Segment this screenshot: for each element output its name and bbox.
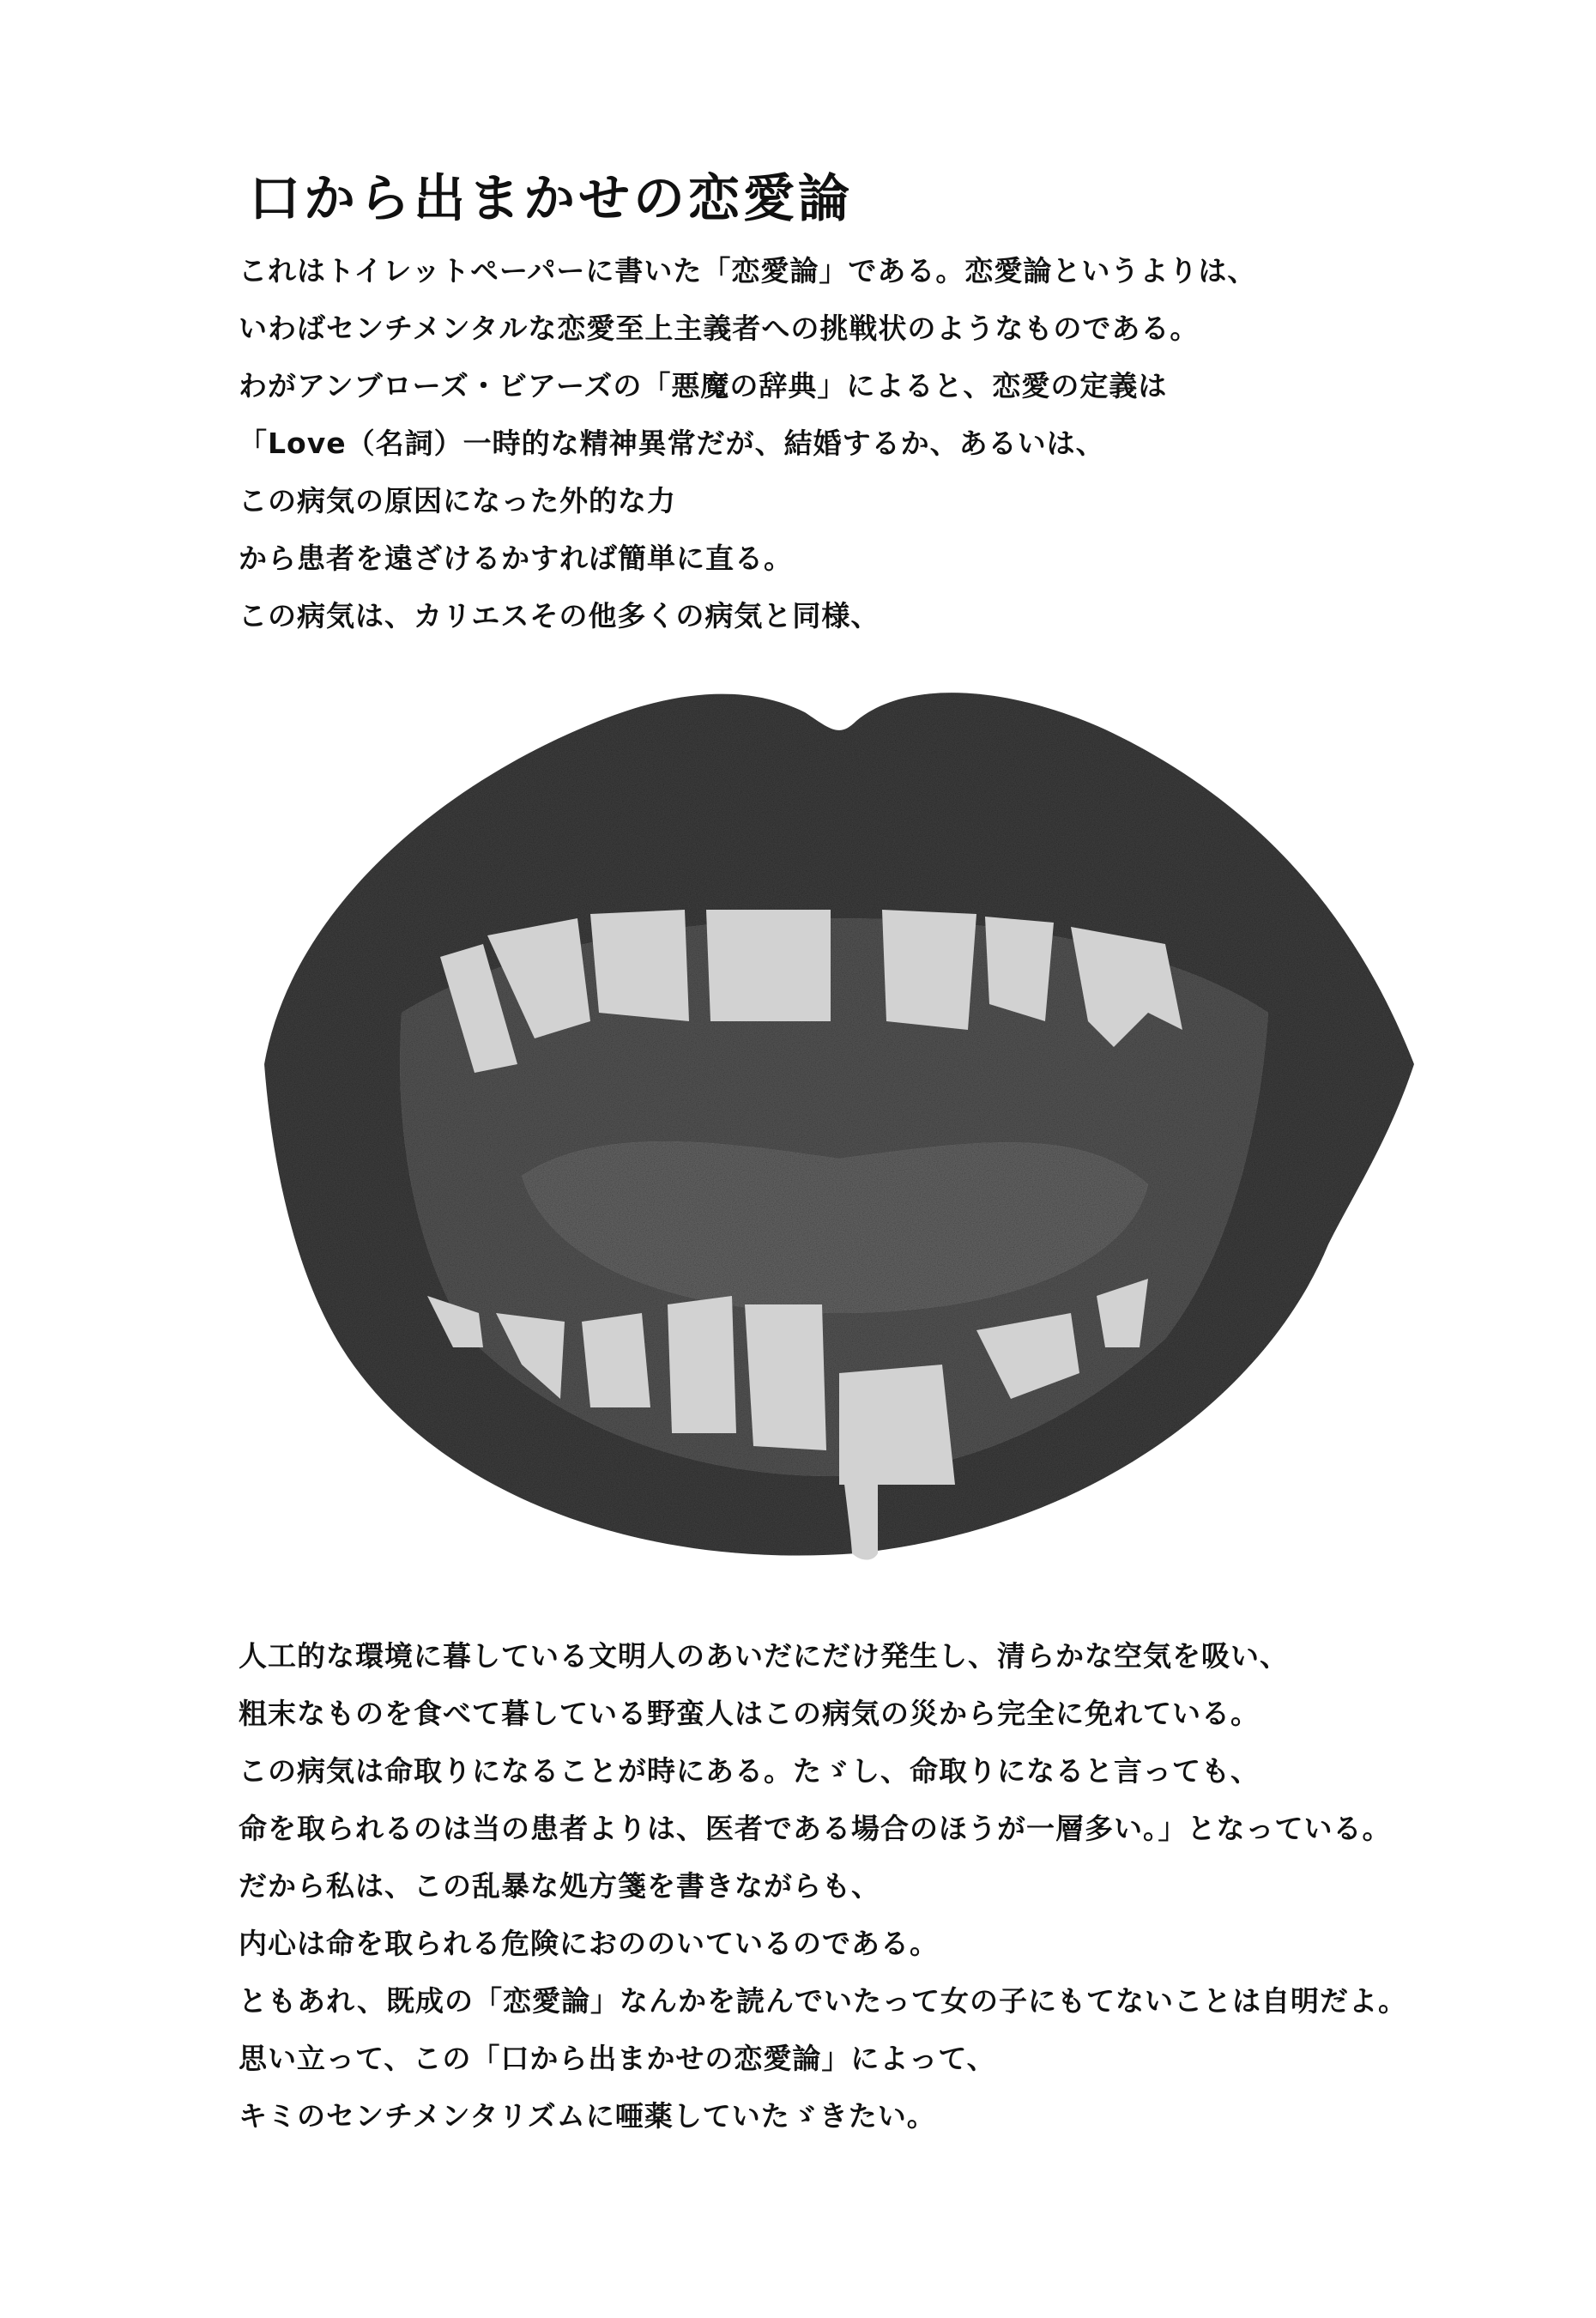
intro-line: この病気の原因になった外的な力 [239,484,676,517]
closing-line: キミのセンチメンタリズムに唖薬していたゞきたい。 [239,2099,936,2133]
intro-line: この病気は、カリエスその他多くの病気と同様、 [239,599,880,632]
closing-line: ともあれ、既成の「恋愛論」なんかを読んでいたって女の子にもてないことは自明だよ。 [239,1984,1407,2018]
intro-line: これはトイレットペーパーに書いた「恋愛論」である。恋愛論というよりは、 [239,254,1257,287]
mouth-illustration-graphic [239,661,1426,1588]
intro-line: わがアンブローズ・ビアーズの「悪魔の辞典」によると、恋愛の定義は [239,369,1168,402]
intro-line: 「Love（名詞）一時的な精神異常だが、結婚するか、あるいは、 [239,427,1105,460]
closing-line: この病気は命取りになることが時にある。たゞし、命取りになると言っても、 [239,1754,1260,1788]
article-title: 口から出まかせの恋愛論 [249,169,853,229]
intro-paragraph [239,242,1256,645]
closing-line: 思い立って、この「口から出まかせの恋愛論」によって、 [239,2042,996,2075]
closing-line: だから私は、この乱暴な処方箋を書きながらも、 [239,1869,880,1903]
mouth-illustration [239,661,1426,1588]
closing-line: 粗末なものを食べて暮している野蛮人はこの病気の災から完全に免れている。 [239,1697,1260,1730]
intro-line: いわばセンチメンタルな恋愛至上主義者への挑戦状のようなものである。 [239,312,1200,345]
closing-line: 命を取られるのは当の患者よりは、医者である場合のほうが一層多い。」となっている。 [239,1812,1392,1845]
closing-line: 人工的な環境に暮している文明人のあいだにだけ発生し、清らかな空気を吸い、 [239,1639,1289,1673]
closing-paragraph [239,1627,1407,2145]
intro-line: から患者を遠ざけるかすれば簡単に直る。 [239,542,793,575]
closing-line: 内心は命を取られる危険におののいているのである。 [239,1927,939,1960]
